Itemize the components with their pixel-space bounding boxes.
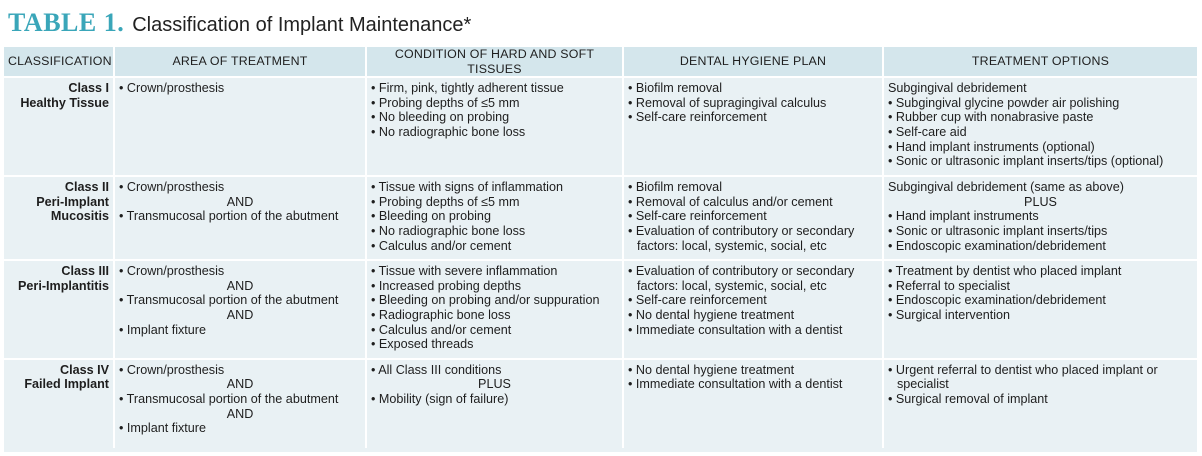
- hygiene-plan-list: [628, 81, 878, 125]
- class-description: Failed Implant: [24, 377, 109, 392]
- classification-cell: [4, 359, 114, 448]
- area-of-treatment-list: [119, 180, 361, 224]
- treatment-options-list: [888, 264, 1193, 322]
- tissue-condition-item: • Exposed threads: [371, 337, 474, 352]
- area-of-treatment-item: • Transmucosal portion of the abutment: [119, 391, 339, 406]
- hygiene-plan-item: • Self-care reinforcement: [628, 209, 767, 224]
- header-row: [4, 47, 1197, 77]
- hygiene-plan-list: [628, 363, 878, 392]
- table-row: [4, 176, 1197, 260]
- tissue-condition-list: [371, 180, 618, 253]
- area-of-treatment-item: AND: [226, 377, 254, 392]
- tissue-condition-list: [371, 81, 618, 139]
- class-name: Class I: [68, 81, 109, 96]
- treatment-options-item: • Sonic or ultrasonic implant inserts/tips (optional): [888, 154, 1164, 169]
- tissue-condition-item: • No radiographic bone loss: [371, 124, 526, 139]
- treatment-options-cell: [883, 359, 1197, 448]
- column-header-classification: CLASSIFICATION: [4, 47, 114, 77]
- treatment-options-item: • Referral to specialist: [888, 278, 1010, 293]
- area-of-treatment-item: • Crown/prosthesis: [119, 180, 225, 195]
- hygiene-plan-cell: [623, 176, 883, 260]
- hygiene-plan-item: • Self-care reinforcement: [628, 293, 767, 308]
- class-name: Class IV: [59, 362, 109, 377]
- hygiene-plan-item: • Removal of calculus and/or cement: [628, 194, 833, 209]
- area-of-treatment-item: • Crown/prosthesis: [119, 264, 225, 279]
- treatment-options-cell: [883, 260, 1197, 359]
- treatment-options-item: Subgingival debridement (same as above): [888, 180, 1124, 195]
- tissue-condition-item: • No bleeding on probing: [371, 110, 510, 125]
- class-name: Class III: [61, 264, 109, 279]
- hygiene-plan-item: factors: local, systemic, social, etc: [637, 238, 827, 253]
- class-name: Class II: [64, 180, 109, 195]
- hygiene-plan-item: • Biofilm removal: [628, 180, 722, 195]
- tissue-condition-item: • Calculus and/or cement: [371, 238, 512, 253]
- treatment-options-item: • Endoscopic examination/debridement: [888, 293, 1106, 308]
- hygiene-plan-item: • Self-care reinforcement: [628, 110, 767, 125]
- treatment-options-item: • Endoscopic examination/debridement: [888, 238, 1106, 253]
- area-of-treatment-item: • Crown/prosthesis: [119, 81, 225, 96]
- treatment-options-item: PLUS: [1024, 194, 1057, 209]
- hygiene-plan-item: • Immediate consultation with a dentist: [628, 377, 843, 392]
- class-description: Peri-Implant Mucositis: [36, 194, 109, 224]
- tissue-condition-cell: [366, 176, 623, 260]
- tissue-condition-item: • Mobility (sign of failure): [371, 391, 509, 406]
- classification-cell: [4, 77, 114, 176]
- area-of-treatment-item: AND: [226, 307, 254, 322]
- hygiene-plan-item: • Evaluation of contributory or secondary: [628, 264, 855, 279]
- table-number: TABLE 1.: [8, 8, 125, 37]
- column-header-area-of-treatment: AREA OF TREATMENT: [114, 47, 366, 77]
- hygiene-plan-cell: [623, 260, 883, 359]
- treatment-options-item: • Surgical removal of implant: [888, 391, 1048, 406]
- tissue-condition-item: PLUS: [478, 377, 511, 392]
- area-of-treatment-item: • Crown/prosthesis: [119, 362, 225, 377]
- tissue-condition-list: [371, 264, 618, 352]
- area-of-treatment-cell: [114, 260, 366, 359]
- class-description: Peri-Implantitis: [18, 278, 109, 293]
- tissue-condition-item: • Tissue with severe inflammation: [371, 264, 558, 279]
- treatment-options-item: • Treatment by dentist who placed implant: [888, 264, 1122, 279]
- table-row: [4, 359, 1197, 448]
- area-of-treatment-item: AND: [226, 406, 254, 421]
- treatment-options-list: [888, 180, 1193, 253]
- classification-cell: [4, 176, 114, 260]
- treatment-options-list: [888, 363, 1193, 407]
- hygiene-plan-cell: [623, 77, 883, 176]
- column-header-treatment-options: TREATMENT OPTIONS: [883, 47, 1197, 77]
- class-description: Healthy Tissue: [20, 95, 109, 110]
- treatment-options-cell: [883, 77, 1197, 176]
- treatment-options-item: • Rubber cup with nonabrasive paste: [888, 110, 1094, 125]
- area-of-treatment-list: [119, 81, 361, 96]
- treatment-options-cell: [883, 176, 1197, 260]
- treatment-options-item: • Surgical intervention: [888, 307, 1011, 322]
- treatment-options-item: • Self-care aid: [888, 124, 967, 139]
- tissue-condition-cell: [366, 260, 623, 359]
- hygiene-plan-list: [628, 264, 878, 337]
- hygiene-plan-item: • Biofilm removal: [628, 81, 722, 96]
- tissue-condition-item: • Bleeding on probing: [371, 209, 491, 224]
- treatment-options-item: • Sonic or ultrasonic implant inserts/tips: [888, 223, 1108, 238]
- hygiene-plan-list: [628, 180, 878, 253]
- tissue-condition-item: • Tissue with signs of inflammation: [371, 180, 563, 195]
- hygiene-plan-item: • Evaluation of contributory or secondary: [628, 223, 855, 238]
- treatment-options-list: [888, 81, 1193, 169]
- area-of-treatment-item: • Transmucosal portion of the abutment: [119, 209, 339, 224]
- treatment-options-item: • Hand implant instruments: [888, 209, 1039, 224]
- tissue-condition-cell: [366, 77, 623, 176]
- area-of-treatment-cell: [114, 359, 366, 448]
- tissue-condition-list: [371, 363, 618, 407]
- hygiene-plan-item: • No dental hygiene treatment: [628, 362, 795, 377]
- classification-cell: [4, 260, 114, 359]
- tissue-condition-item: • Firm, pink, tightly adherent tissue: [371, 81, 564, 96]
- treatment-options-item: • Subgingival glycine powder air polishing: [888, 95, 1120, 110]
- tissue-condition-item: • Bleeding on probing and/or suppuration: [371, 293, 600, 308]
- hygiene-plan-item: factors: local, systemic, social, etc: [637, 278, 827, 293]
- table-row: [4, 77, 1197, 176]
- treatment-options-item: Subgingival debridement: [888, 81, 1027, 96]
- tissue-condition-item: • Probing depths of ≤5 mm: [371, 95, 520, 110]
- column-header-hygiene-plan: DENTAL HYGIENE PLAN: [623, 47, 883, 77]
- area-of-treatment-list: [119, 363, 361, 436]
- area-of-treatment-item: • Implant fixture: [119, 421, 207, 436]
- area-of-treatment-item: AND: [226, 194, 254, 209]
- table-row: [4, 260, 1197, 359]
- table-container: [4, 47, 1197, 452]
- treatment-options-item: specialist: [897, 377, 949, 392]
- hygiene-plan-item: • Removal of supragingival calculus: [628, 95, 827, 110]
- treatment-options-item: • Hand implant instruments (optional): [888, 139, 1095, 154]
- tissue-condition-item: • Calculus and/or cement: [371, 322, 512, 337]
- tissue-condition-item: • Increased probing depths: [371, 278, 522, 293]
- tissue-condition-item: • Probing depths of ≤5 mm: [371, 194, 520, 209]
- table-title: [8, 8, 471, 44]
- area-of-treatment-list: [119, 264, 361, 337]
- area-of-treatment-item: • Transmucosal portion of the abutment: [119, 293, 339, 308]
- area-of-treatment-cell: [114, 176, 366, 260]
- hygiene-plan-cell: [623, 359, 883, 448]
- tissue-condition-item: • Radiographic bone loss: [371, 307, 511, 322]
- table-caption: Classification of Implant Maintenance*: [132, 14, 472, 36]
- area-of-treatment-cell: [114, 77, 366, 176]
- tissue-condition-cell: [366, 359, 623, 448]
- hygiene-plan-item: • No dental hygiene treatment: [628, 307, 795, 322]
- table-body: [4, 77, 1197, 448]
- column-header-tissue-condition: CONDITION OF HARD AND SOFT TISSUES: [366, 47, 623, 77]
- classification-table: [4, 47, 1197, 448]
- area-of-treatment-item: AND: [226, 278, 254, 293]
- treatment-options-item: • Urgent referral to dentist who placed implant or: [888, 362, 1158, 377]
- hygiene-plan-item: • Immediate consultation with a dentist: [628, 322, 843, 337]
- tissue-condition-item: • No radiographic bone loss: [371, 223, 526, 238]
- area-of-treatment-item: • Implant fixture: [119, 322, 207, 337]
- tissue-condition-item: • All Class III conditions: [371, 362, 502, 377]
